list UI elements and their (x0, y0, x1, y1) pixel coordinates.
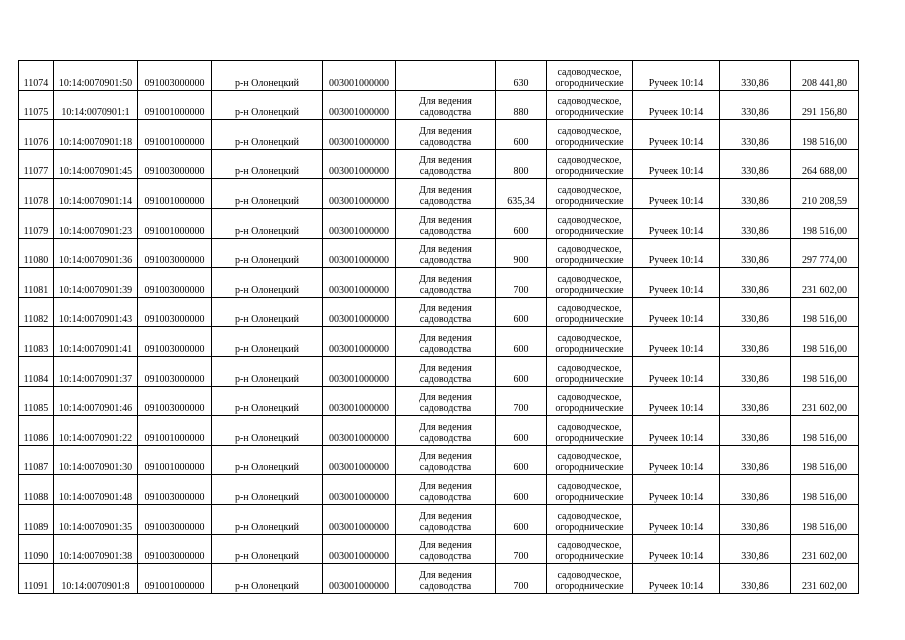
table-row (19, 297, 859, 327)
cadastral-value-cell: 210 208,59 (791, 179, 859, 209)
cadastral-value-cell: 291 156,80 (791, 90, 859, 120)
land-category-cell (547, 61, 633, 91)
table-row (19, 90, 859, 120)
district-cell: р-н Олонецкий (212, 534, 323, 564)
permitted-use-line: Для ведения (419, 510, 472, 522)
permitted-use-cell (396, 120, 496, 150)
table-row (19, 356, 859, 386)
row-id-cell: 11091 (19, 564, 54, 594)
cadastral-number-cell: 10:14:0070901:41 (54, 327, 138, 357)
district-cell: р-н Олонецкий (212, 445, 323, 475)
land-category-line: огороднические (555, 521, 624, 533)
permitted-use-cell (396, 386, 496, 416)
oktmo-code-cell: 003001000000 (323, 268, 396, 298)
permitted-use-cell (396, 297, 496, 327)
row-id-cell: 11080 (19, 238, 54, 268)
cadastral-value-cell: 264 688,00 (791, 149, 859, 179)
permitted-use-line: Для ведения (419, 244, 472, 256)
okato-code-cell: 091003000000 (138, 238, 212, 268)
cadastral-number-cell: 10:14:0070901:36 (54, 238, 138, 268)
cadastral-value-cell: 198 516,00 (791, 327, 859, 357)
permitted-use-line: Для ведения (419, 421, 472, 433)
district-cell: р-н Олонецкий (212, 120, 323, 150)
area-cell: 880 (496, 90, 547, 120)
specific-value-cell: 330,86 (720, 356, 791, 386)
oktmo-code-cell: 003001000000 (323, 475, 396, 505)
row-id-cell: 11085 (19, 386, 54, 416)
cadastral-value-cell: 208 441,80 (791, 61, 859, 91)
table-row (19, 179, 859, 209)
land-category-line: садоводческое, (557, 421, 622, 433)
cadastral-value-cell: 231 602,00 (791, 268, 859, 298)
oktmo-code-cell: 003001000000 (323, 356, 396, 386)
permitted-use-cell (396, 208, 496, 238)
table-row (19, 386, 859, 416)
permitted-use-line: Для ведения (419, 392, 472, 404)
cadastral-value-cell: 198 516,00 (791, 297, 859, 327)
permitted-use-line: садоводства (419, 136, 472, 148)
permitted-use-line: Для ведения (419, 184, 472, 196)
permitted-use-line: садоводства (419, 580, 472, 592)
cadastral-zone-cell: Ручеек 10:14 (633, 504, 720, 534)
area-cell: 700 (496, 268, 547, 298)
cadastral-zone-cell: Ручеек 10:14 (633, 356, 720, 386)
cadastral-number-cell: 10:14:0070901:30 (54, 445, 138, 475)
permitted-use-cell (396, 149, 496, 179)
oktmo-code-cell: 003001000000 (323, 120, 396, 150)
okato-code-cell: 091003000000 (138, 149, 212, 179)
row-id-cell: 11078 (19, 179, 54, 209)
okato-code-cell: 091003000000 (138, 61, 212, 91)
land-category-line: садоводческое, (557, 332, 622, 344)
land-category-line: огороднические (555, 580, 624, 592)
permitted-use-line: Для ведения (419, 451, 472, 463)
permitted-use-line: Для ведения (419, 540, 472, 552)
row-id-cell: 11090 (19, 534, 54, 564)
table-row (19, 120, 859, 150)
specific-value-cell: 330,86 (720, 504, 791, 534)
cadastral-zone-cell: Ручеек 10:14 (633, 208, 720, 238)
oktmo-code-cell: 003001000000 (323, 416, 396, 446)
cadastral-number-cell: 10:14:0070901:1 (54, 90, 138, 120)
table-row (19, 445, 859, 475)
land-category-cell (547, 475, 633, 505)
land-category-line: огороднические (555, 462, 624, 474)
land-category-cell (547, 416, 633, 446)
district-cell: р-н Олонецкий (212, 268, 323, 298)
land-category-line: огороднические (555, 491, 624, 503)
row-id-cell: 11081 (19, 268, 54, 298)
land-category-line: огороднические (555, 432, 624, 444)
permitted-use-cell (396, 90, 496, 120)
cadastral-value-cell: 198 516,00 (791, 504, 859, 534)
table-row (19, 564, 859, 594)
land-category-line: садоводческое, (557, 362, 622, 374)
specific-value-cell: 330,86 (720, 297, 791, 327)
specific-value-cell: 330,86 (720, 416, 791, 446)
row-id-cell: 11077 (19, 149, 54, 179)
land-category-cell (547, 534, 633, 564)
cadastral-value-cell: 198 516,00 (791, 356, 859, 386)
land-category-line: садоводческое, (557, 273, 622, 285)
oktmo-code-cell: 003001000000 (323, 386, 396, 416)
land-category-cell (547, 386, 633, 416)
area-cell: 800 (496, 149, 547, 179)
specific-value-cell: 330,86 (720, 534, 791, 564)
row-id-cell: 11075 (19, 90, 54, 120)
cadastral-value-cell: 198 516,00 (791, 445, 859, 475)
permitted-use-line: Для ведения (419, 332, 472, 344)
okato-code-cell: 091001000000 (138, 416, 212, 446)
row-id-cell: 11079 (19, 208, 54, 238)
cadastral-number-cell: 10:14:0070901:38 (54, 534, 138, 564)
permitted-use-cell (396, 534, 496, 564)
cadastral-value-cell: 231 602,00 (791, 534, 859, 564)
area-cell: 600 (496, 416, 547, 446)
land-category-line: садоводческое, (557, 155, 622, 167)
cadastral-zone-cell: Ручеек 10:14 (633, 149, 720, 179)
district-cell: р-н Олонецкий (212, 475, 323, 505)
permitted-use-line: садоводства (419, 225, 472, 237)
okato-code-cell: 091003000000 (138, 268, 212, 298)
district-cell: р-н Олонецкий (212, 386, 323, 416)
permitted-use-line: садоводства (419, 255, 472, 267)
permitted-use-line: садоводства (419, 403, 472, 415)
row-id-cell: 11088 (19, 475, 54, 505)
oktmo-code-cell: 003001000000 (323, 179, 396, 209)
oktmo-code-cell: 003001000000 (323, 445, 396, 475)
cadastral-zone-cell: Ручеек 10:14 (633, 238, 720, 268)
permitted-use-line: Для ведения (419, 155, 472, 167)
table-row (19, 149, 859, 179)
land-category-cell (547, 268, 633, 298)
okato-code-cell: 091001000000 (138, 120, 212, 150)
oktmo-code-cell: 003001000000 (323, 504, 396, 534)
area-cell: 900 (496, 238, 547, 268)
land-category-cell (547, 356, 633, 386)
land-category-line: садоводческое, (557, 66, 622, 78)
district-cell: р-н Олонецкий (212, 356, 323, 386)
permitted-use-line: садоводства (419, 166, 472, 178)
land-category-cell (547, 504, 633, 534)
okato-code-cell: 091003000000 (138, 504, 212, 534)
permitted-use-cell (396, 564, 496, 594)
land-category-line: садоводческое, (557, 184, 622, 196)
area-cell: 600 (496, 120, 547, 150)
land-category-line: огороднические (555, 225, 624, 237)
cadastral-zone-cell: Ручеек 10:14 (633, 297, 720, 327)
land-category-cell (547, 327, 633, 357)
land-category-line: садоводческое, (557, 569, 622, 581)
area-cell: 700 (496, 564, 547, 594)
permitted-use-line: садоводства (419, 284, 472, 296)
land-category-cell (547, 564, 633, 594)
land-category-line: садоводческое, (557, 244, 622, 256)
table-row (19, 475, 859, 505)
permitted-use-line: садоводства (419, 195, 472, 207)
land-category-line: огороднические (555, 343, 624, 355)
permitted-use-cell (396, 356, 496, 386)
row-id-cell: 11087 (19, 445, 54, 475)
specific-value-cell: 330,86 (720, 120, 791, 150)
okato-code-cell: 091003000000 (138, 297, 212, 327)
specific-value-cell: 330,86 (720, 149, 791, 179)
permitted-use-line: садоводства (419, 343, 472, 355)
land-category-line: садоводческое, (557, 303, 622, 315)
permitted-use-line: садоводства (419, 432, 472, 444)
district-cell: р-н Олонецкий (212, 416, 323, 446)
specific-value-cell: 330,86 (720, 475, 791, 505)
okato-code-cell: 091003000000 (138, 386, 212, 416)
permitted-use-line: Для ведения (419, 125, 472, 137)
cadastral-value-table (18, 60, 859, 594)
cadastral-zone-cell: Ручеек 10:14 (633, 386, 720, 416)
row-id-cell: 11083 (19, 327, 54, 357)
land-category-line: огороднические (555, 107, 624, 119)
permitted-use-cell (396, 416, 496, 446)
land-category-line: огороднические (555, 195, 624, 207)
okato-code-cell: 091003000000 (138, 475, 212, 505)
table-row (19, 504, 859, 534)
land-category-line: садоводческое, (557, 96, 622, 108)
cadastral-value-cell: 198 516,00 (791, 120, 859, 150)
row-id-cell: 11076 (19, 120, 54, 150)
land-category-cell (547, 149, 633, 179)
cadastral-number-cell: 10:14:0070901:46 (54, 386, 138, 416)
row-id-cell: 11086 (19, 416, 54, 446)
cadastral-zone-cell: Ручеек 10:14 (633, 120, 720, 150)
land-category-line: огороднические (555, 373, 624, 385)
area-cell: 700 (496, 534, 547, 564)
land-category-line: огороднические (555, 551, 624, 563)
row-id-cell: 11084 (19, 356, 54, 386)
area-cell: 600 (496, 297, 547, 327)
table-row (19, 61, 859, 91)
land-category-line: садоводческое, (557, 125, 622, 137)
permitted-use-line: садоводства (419, 462, 472, 474)
district-cell: р-н Олонецкий (212, 61, 323, 91)
cadastral-number-cell: 10:14:0070901:50 (54, 61, 138, 91)
cadastral-zone-cell: Ручеек 10:14 (633, 534, 720, 564)
cadastral-zone-cell: Ручеек 10:14 (633, 445, 720, 475)
land-category-line: огороднические (555, 314, 624, 326)
permitted-use-line: Для ведения (419, 96, 472, 108)
table-row (19, 268, 859, 298)
table-row (19, 416, 859, 446)
cadastral-value-cell: 198 516,00 (791, 208, 859, 238)
land-category-line: огороднические (555, 136, 624, 148)
cadastral-number-cell: 10:14:0070901:23 (54, 208, 138, 238)
area-cell: 600 (496, 504, 547, 534)
oktmo-code-cell: 003001000000 (323, 327, 396, 357)
land-category-line: садоводческое, (557, 540, 622, 552)
specific-value-cell: 330,86 (720, 90, 791, 120)
district-cell: р-н Олонецкий (212, 564, 323, 594)
specific-value-cell: 330,86 (720, 61, 791, 91)
permitted-use-line: садоводства (419, 373, 472, 385)
permitted-use-cell (396, 445, 496, 475)
okato-code-cell: 091001000000 (138, 179, 212, 209)
okato-code-cell: 091001000000 (138, 90, 212, 120)
permitted-use-cell (396, 504, 496, 534)
district-cell: р-н Олонецкий (212, 208, 323, 238)
land-category-cell (547, 208, 633, 238)
permitted-use-line: Для ведения (419, 362, 472, 374)
table-row (19, 238, 859, 268)
area-cell: 600 (496, 475, 547, 505)
cadastral-number-cell: 10:14:0070901:18 (54, 120, 138, 150)
permitted-use-line: Для ведения (419, 569, 472, 581)
cadastral-value-cell: 231 602,00 (791, 564, 859, 594)
land-category-line: садоводческое, (557, 451, 622, 463)
land-category-line: садоводческое, (557, 392, 622, 404)
permitted-use-line: Для ведения (419, 480, 472, 492)
cadastral-zone-cell: Ручеек 10:14 (633, 268, 720, 298)
land-category-line: огороднические (555, 166, 624, 178)
cadastral-zone-cell: Ручеек 10:14 (633, 416, 720, 446)
cadastral-value-cell: 231 602,00 (791, 386, 859, 416)
oktmo-code-cell: 003001000000 (323, 297, 396, 327)
cadastral-number-cell: 10:14:0070901:43 (54, 297, 138, 327)
table-row (19, 208, 859, 238)
oktmo-code-cell: 003001000000 (323, 208, 396, 238)
okato-code-cell: 091001000000 (138, 564, 212, 594)
cadastral-zone-cell: Ручеек 10:14 (633, 179, 720, 209)
land-category-line: огороднические (555, 255, 624, 267)
okato-code-cell: 091003000000 (138, 327, 212, 357)
table-row (19, 534, 859, 564)
area-cell: 600 (496, 445, 547, 475)
cadastral-number-cell: 10:14:0070901:8 (54, 564, 138, 594)
district-cell: р-н Олонецкий (212, 149, 323, 179)
document-page (18, 60, 858, 594)
cadastral-zone-cell: Ручеек 10:14 (633, 327, 720, 357)
cadastral-zone-cell: Ручеек 10:14 (633, 90, 720, 120)
land-category-cell (547, 445, 633, 475)
specific-value-cell: 330,86 (720, 238, 791, 268)
okato-code-cell: 091003000000 (138, 356, 212, 386)
land-category-cell (547, 90, 633, 120)
area-cell: 600 (496, 356, 547, 386)
area-cell: 600 (496, 208, 547, 238)
district-cell: р-н Олонецкий (212, 504, 323, 534)
cadastral-number-cell: 10:14:0070901:39 (54, 268, 138, 298)
specific-value-cell: 330,86 (720, 564, 791, 594)
okato-code-cell: 091001000000 (138, 445, 212, 475)
area-cell: 700 (496, 386, 547, 416)
permitted-use-cell (396, 179, 496, 209)
oktmo-code-cell: 003001000000 (323, 238, 396, 268)
land-category-line: огороднические (555, 284, 624, 296)
specific-value-cell: 330,86 (720, 327, 791, 357)
okato-code-cell: 091003000000 (138, 534, 212, 564)
specific-value-cell: 330,86 (720, 268, 791, 298)
permitted-use-cell (396, 268, 496, 298)
cadastral-value-cell: 297 774,00 (791, 238, 859, 268)
land-category-cell (547, 120, 633, 150)
area-cell: 630 (496, 61, 547, 91)
specific-value-cell: 330,86 (720, 445, 791, 475)
land-category-line: садоводческое, (557, 510, 622, 522)
table-row (19, 327, 859, 357)
district-cell: р-н Олонецкий (212, 238, 323, 268)
cadastral-number-cell: 10:14:0070901:37 (54, 356, 138, 386)
permitted-use-line: садоводства (419, 491, 472, 503)
permitted-use-line: Для ведения (419, 303, 472, 315)
land-category-cell (547, 238, 633, 268)
district-cell: р-н Олонецкий (212, 90, 323, 120)
row-id-cell: 11074 (19, 61, 54, 91)
cadastral-value-cell: 198 516,00 (791, 475, 859, 505)
oktmo-code-cell: 003001000000 (323, 149, 396, 179)
specific-value-cell: 330,86 (720, 386, 791, 416)
permitted-use-cell (396, 61, 496, 91)
row-id-cell: 11082 (19, 297, 54, 327)
oktmo-code-cell: 003001000000 (323, 564, 396, 594)
cadastral-number-cell: 10:14:0070901:48 (54, 475, 138, 505)
land-category-line: огороднические (555, 403, 624, 415)
cadastral-number-cell: 10:14:0070901:35 (54, 504, 138, 534)
permitted-use-line: садоводства (419, 314, 472, 326)
cadastral-number-cell: 10:14:0070901:22 (54, 416, 138, 446)
area-cell: 635,34 (496, 179, 547, 209)
permitted-use-line: Для ведения (419, 273, 472, 285)
cadastral-value-cell: 198 516,00 (791, 416, 859, 446)
oktmo-code-cell: 003001000000 (323, 534, 396, 564)
land-category-line: садоводческое, (557, 480, 622, 492)
land-category-line: огороднические (555, 77, 624, 89)
permitted-use-line: садоводства (419, 521, 472, 533)
permitted-use-line: Для ведения (419, 214, 472, 226)
row-id-cell: 11089 (19, 504, 54, 534)
land-category-line: садоводческое, (557, 214, 622, 226)
cadastral-zone-cell: Ручеек 10:14 (633, 61, 720, 91)
area-cell: 600 (496, 327, 547, 357)
land-category-cell (547, 297, 633, 327)
permitted-use-cell (396, 475, 496, 505)
specific-value-cell: 330,86 (720, 179, 791, 209)
permitted-use-line: садоводства (419, 107, 472, 119)
permitted-use-cell (396, 238, 496, 268)
specific-value-cell: 330,86 (720, 208, 791, 238)
oktmo-code-cell: 003001000000 (323, 90, 396, 120)
cadastral-number-cell: 10:14:0070901:45 (54, 149, 138, 179)
permitted-use-cell (396, 327, 496, 357)
land-category-cell (547, 179, 633, 209)
cadastral-number-cell: 10:14:0070901:14 (54, 179, 138, 209)
okato-code-cell: 091001000000 (138, 208, 212, 238)
cadastral-zone-cell: Ручеек 10:14 (633, 564, 720, 594)
cadastral-zone-cell: Ручеек 10:14 (633, 475, 720, 505)
permitted-use-line: садоводства (419, 551, 472, 563)
district-cell: р-н Олонецкий (212, 327, 323, 357)
district-cell: р-н Олонецкий (212, 297, 323, 327)
oktmo-code-cell: 003001000000 (323, 61, 396, 91)
district-cell: р-н Олонецкий (212, 179, 323, 209)
